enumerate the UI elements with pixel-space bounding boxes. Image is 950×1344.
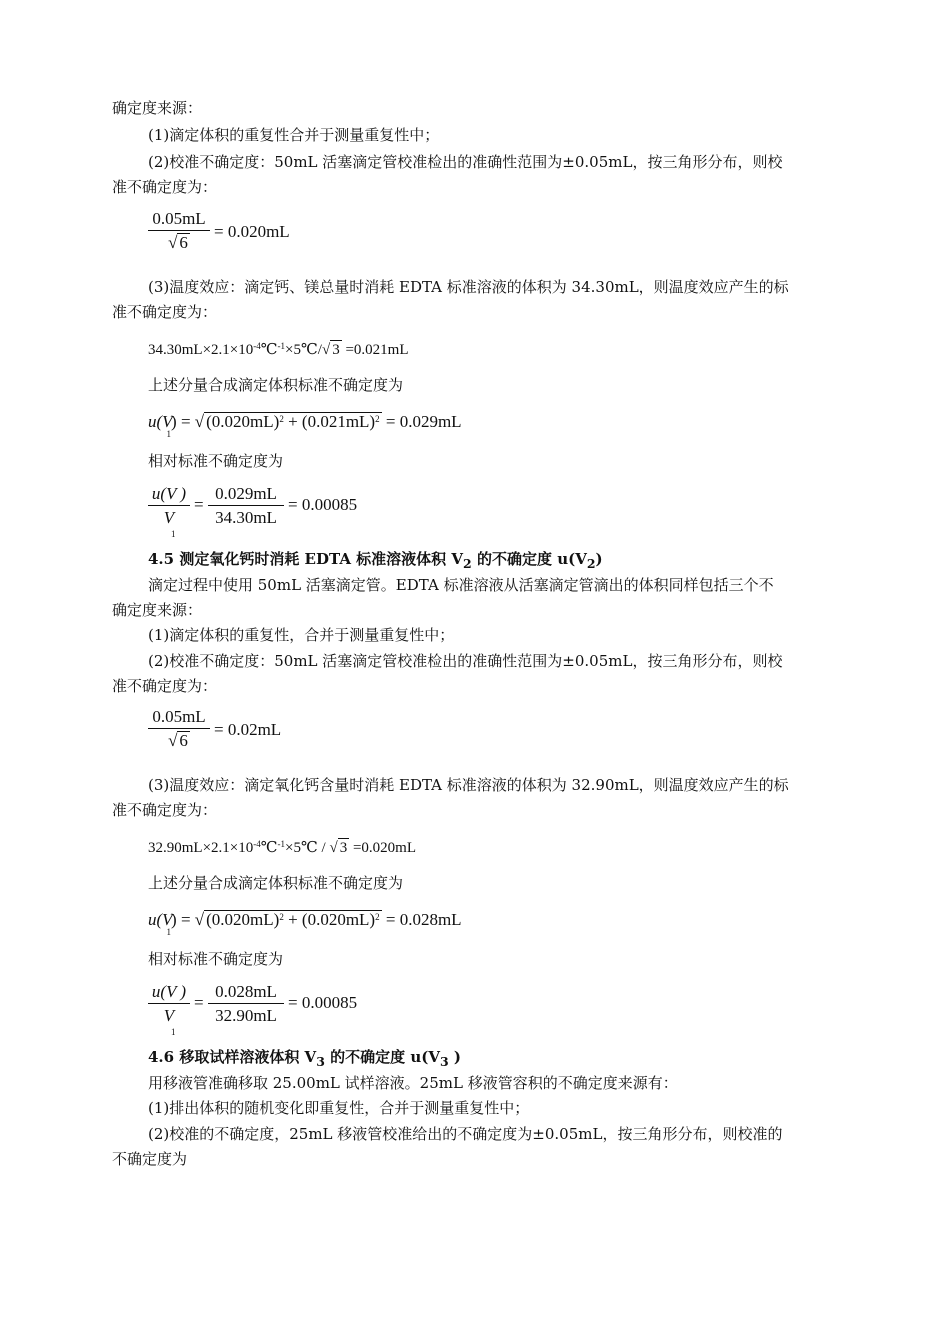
text-line: 准不确定度为： — [112, 178, 218, 196]
text-line: 上述分量合成滴定体积标准不确定度为 — [148, 874, 404, 892]
text-line: 滴定过程中使用 50mL 活塞滴定管。EDTA 标准溶液从活塞滴定管滴出的体积同样包括三个不 — [148, 576, 774, 594]
text-line: 相对标准不确定度为 — [148, 452, 284, 470]
formula-result: = 0.02mL — [214, 720, 282, 739]
text-line: (2)校准的不确定度，25mL 移液管校准给出的不确定度为±0.05mL，按三角形分布，则校准的 — [148, 1125, 783, 1143]
fraction: u(V ) V — [148, 483, 190, 530]
subscript: 1 — [171, 529, 176, 539]
text-line: 确定度来源： — [112, 99, 203, 117]
section-heading: 4.6 移取试样溶液体积 $V_3$ 的不确定度 $u(V_3$ ) — [148, 1048, 462, 1069]
section-heading: 4.5 测定氧化钙时消耗 EDTA 标准溶液体积 $V_2$ 的不确定度 $u(V_2)$ — [148, 550, 603, 571]
fraction: u(V ) V — [148, 981, 190, 1028]
fraction: 0.05mL √ 6 — [148, 208, 210, 255]
text-line: 上述分量合成滴定体积标准不确定度为 — [148, 376, 404, 394]
temperature-formula: $34.30mL\times 2.1\times 10^{-4}℃^{-1}\times 5℃/√$ 3 =0.021mL — [148, 341, 409, 358]
equals: = — [194, 495, 204, 514]
text-line: 相对标准不确定度为 — [148, 950, 284, 968]
text-line: 准不确定度为： — [112, 677, 218, 695]
text-line: (1)滴定体积的重复性，合并于测量重复性中； — [148, 626, 455, 644]
combined-uncertainty-formula: $u(V_1)$ = √ $(0.020mL)^2 + (0.021mL)^2 = 0.029mL$ — [148, 412, 462, 439]
text-line: (1)排出体积的随机变化即重复性，合并于测量重复性中； — [148, 1099, 530, 1117]
fraction: 0.05mL √ 6 — [148, 706, 210, 753]
formula-result: = 0.00085 — [288, 993, 358, 1012]
fraction: 0.028mL 32.90mL — [208, 981, 284, 1028]
text-line: 确定度来源： — [112, 601, 203, 619]
text-line: (2)校准不确定度：50mL 活塞滴定管校准检出的准确性范围为±0.05mL，按三角形分布，则校 — [148, 652, 783, 670]
text-line: 不确定度为 — [112, 1150, 188, 1168]
subscript: 1 — [171, 1027, 176, 1037]
equals: = — [194, 993, 204, 1012]
formula-result: = 0.00085 — [288, 495, 358, 514]
text-line: 用移液管准确移取 25.00mL 试样溶液。25mL 移液管容积的不确定度来源有： — [148, 1074, 678, 1092]
text-line: (2)校准不确定度：50mL 活塞滴定管校准检出的准确性范围为±0.05mL，按三角形分布，则校 — [148, 153, 783, 171]
temperature-formula: $32.90mL\times 2.1\times 10^{-4}℃^{-1}\times 5℃$ / √ 3 =0.020mL — [148, 839, 416, 856]
text-line: 准不确定度为： — [112, 303, 218, 321]
text-line: (1)滴定体积的重复性合并于测量重复性中； — [148, 126, 440, 144]
combined-uncertainty-formula: $u(V_1)$ = √ $(0.020mL)^2 + (0.020mL)^2 = 0.028mL$ — [148, 910, 462, 937]
text-line: (3)温度效应：滴定氧化钙含量时消耗 EDTA 标准溶液的体积为 32.90mL，则温度效应产生的标 — [148, 776, 789, 794]
text-line: (3)温度效应：滴定钙、镁总量时消耗 EDTA 标准溶液的体积为 34.30mL，则温度效应产生的标 — [148, 278, 789, 296]
formula-result: = 0.020mL — [214, 222, 290, 241]
fraction: 0.029mL 34.30mL — [208, 483, 284, 530]
text-line: 准不确定度为： — [112, 801, 218, 819]
